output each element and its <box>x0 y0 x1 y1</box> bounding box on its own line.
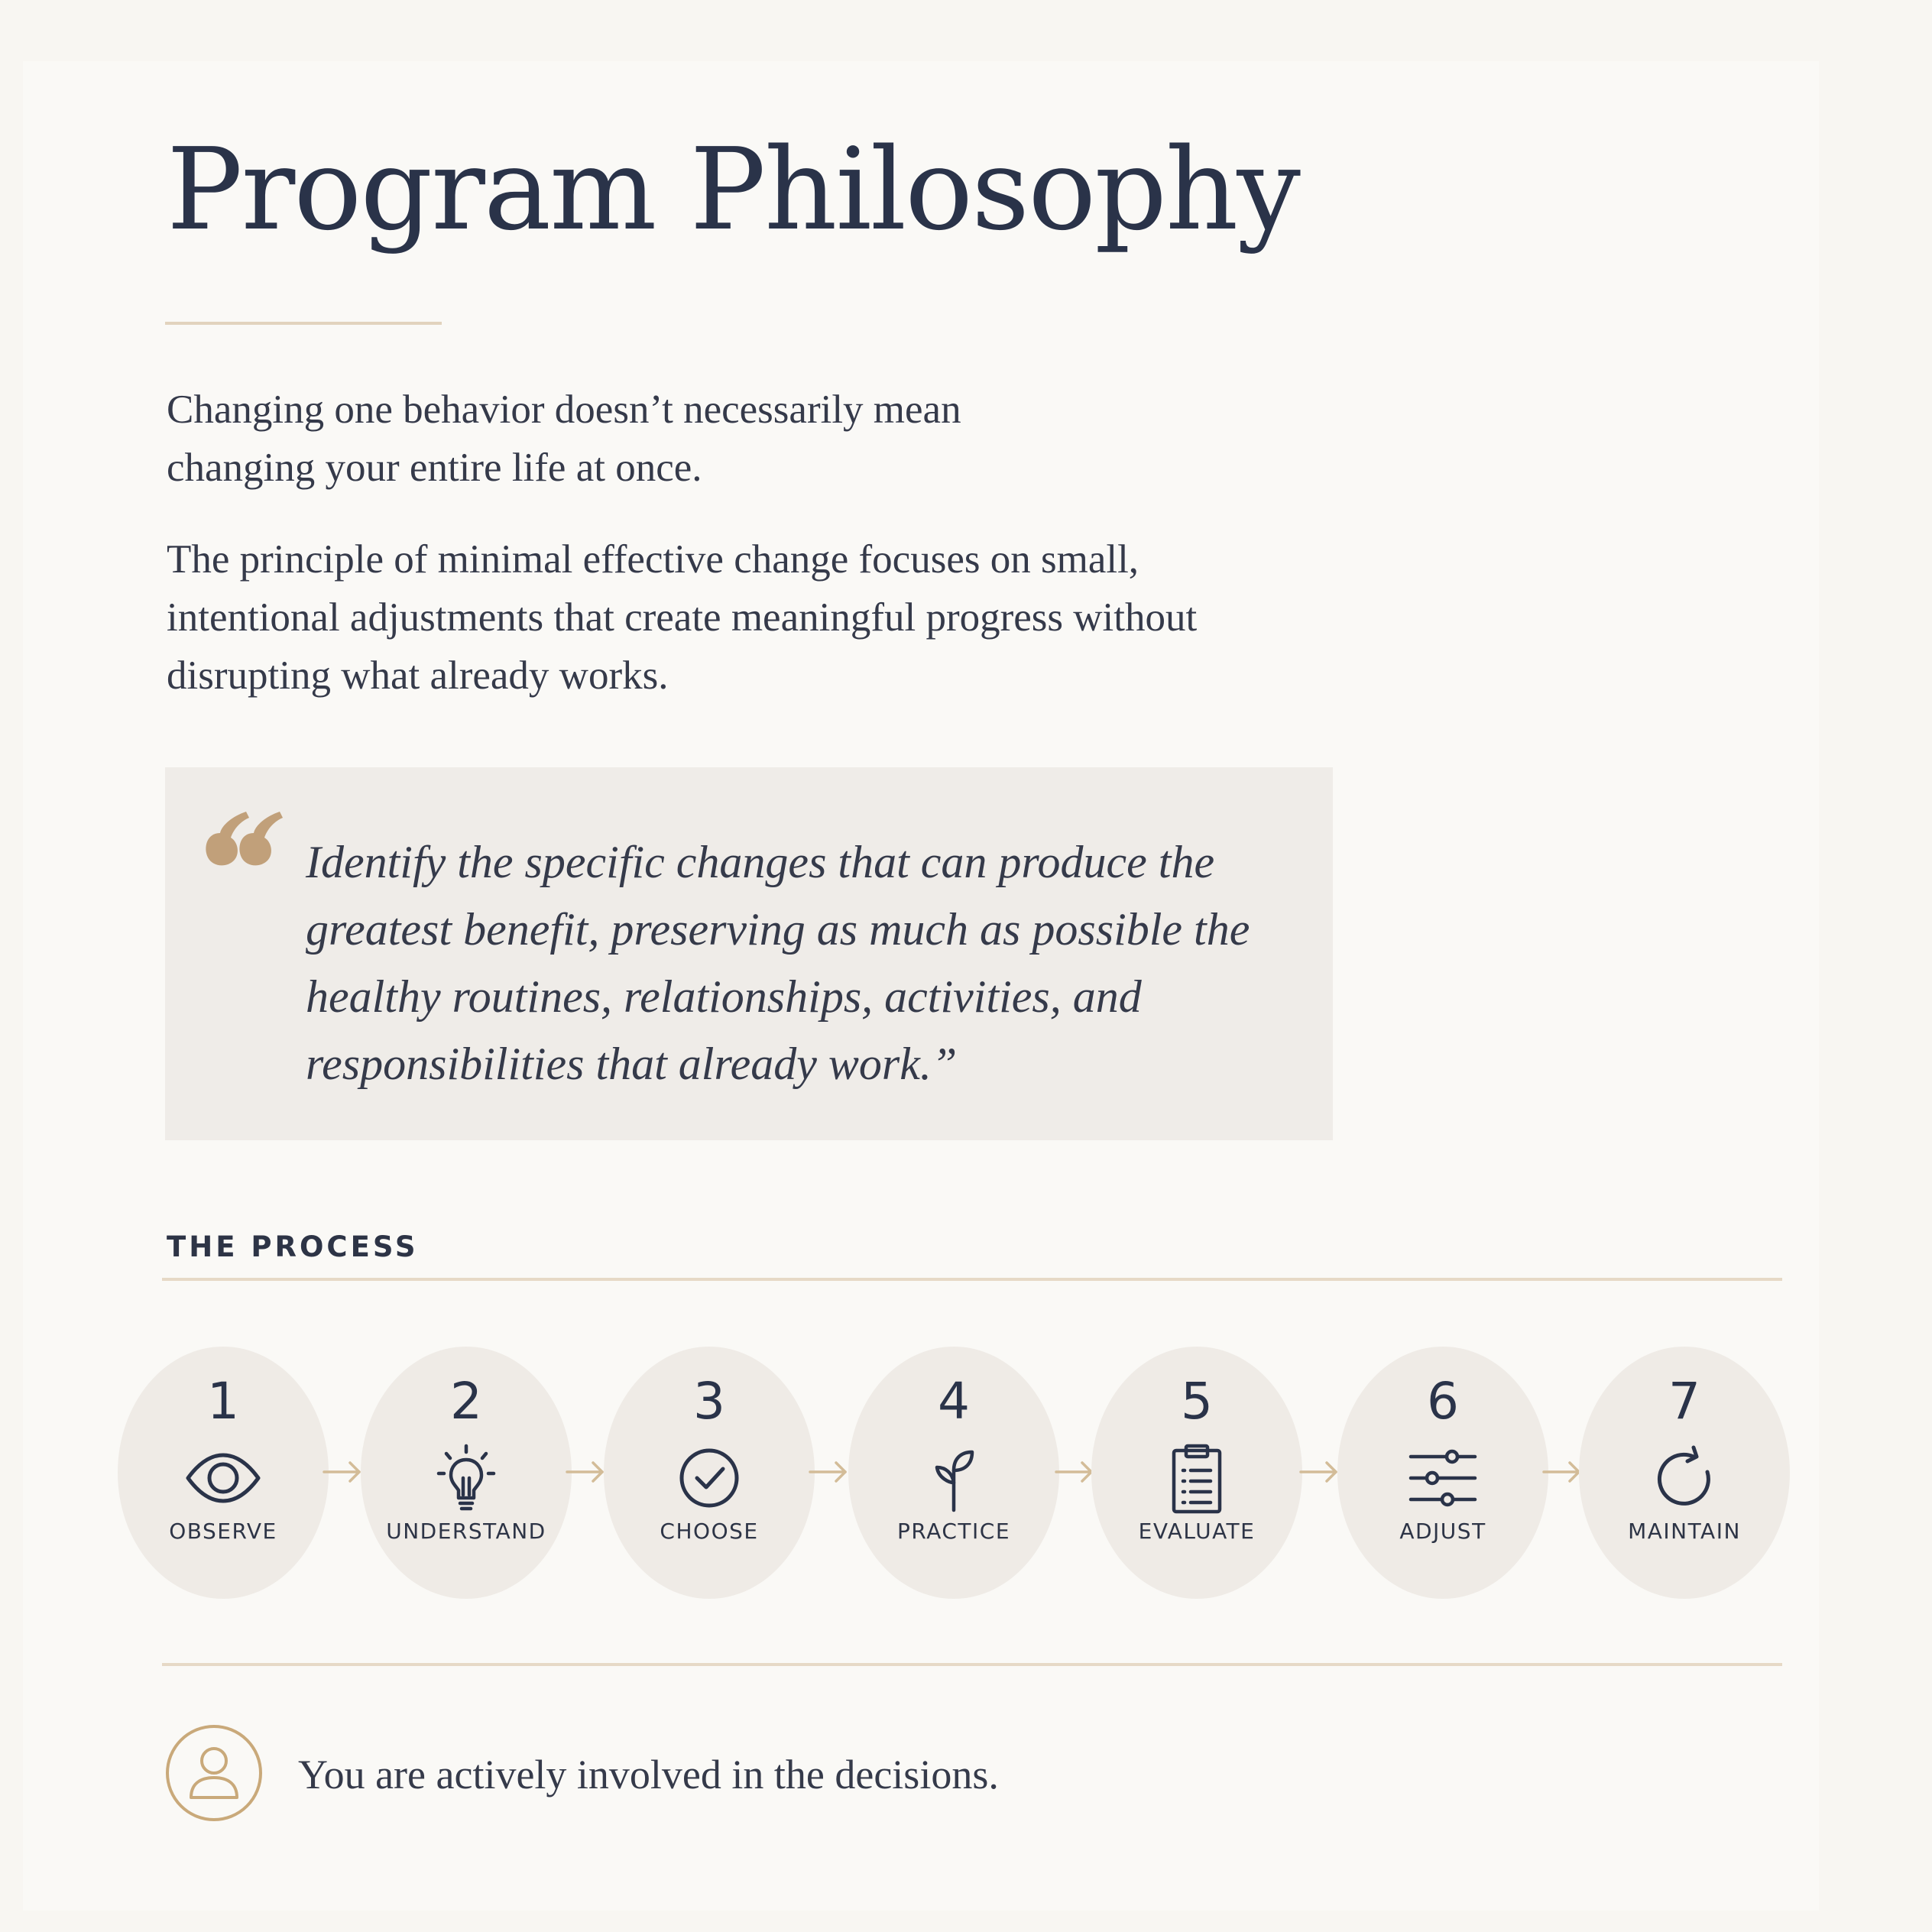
quote-icon <box>199 789 290 880</box>
step-label: ADJUST <box>1399 1519 1486 1544</box>
user-icon <box>165 1724 263 1822</box>
step-number: 3 <box>693 1372 725 1431</box>
step-number: 6 <box>1427 1372 1459 1431</box>
step-label: UNDERSTAND <box>386 1519 546 1544</box>
quote-block <box>165 767 1333 1140</box>
check-circle-icon <box>671 1440 747 1516</box>
step-understand <box>361 1347 572 1599</box>
arrow-right-icon <box>1542 1457 1582 1487</box>
step-choose <box>604 1347 815 1599</box>
intro-paragraph-2: The principle of minimal effective change focuses on small, intentional adjustments that create meaningful progress without disrupting what already works. <box>167 537 1198 698</box>
arrow-right-icon <box>1055 1457 1094 1487</box>
step-label: OBSERVE <box>169 1519 277 1544</box>
sliders-icon <box>1405 1440 1481 1516</box>
step-maintain <box>1579 1347 1790 1599</box>
step-label: EVALUATE <box>1138 1519 1256 1544</box>
step-number: 4 <box>938 1372 970 1431</box>
process-divider-bottom <box>162 1663 1782 1666</box>
refresh-icon <box>1646 1440 1723 1516</box>
step-label: PRACTICE <box>896 1519 1011 1544</box>
step-evaluate <box>1091 1347 1302 1599</box>
step-number: 1 <box>207 1372 239 1431</box>
arrow-right-icon <box>566 1457 605 1487</box>
step-number: 5 <box>1181 1372 1213 1431</box>
process-divider-top <box>162 1278 1782 1281</box>
step-label: CHOOSE <box>660 1519 759 1544</box>
step-observe <box>118 1347 329 1599</box>
quote-text: Identify the specific changes that can produce the greatest benefit, preserving as much as possible the healthy routines, relationships, activities, and responsibilities that already work.” <box>306 837 1250 1089</box>
involvement-text: You are actively involved in the decisions. <box>298 1752 999 1797</box>
arrow-right-icon <box>809 1457 848 1487</box>
title-divider <box>165 322 442 325</box>
lightbulb-icon <box>428 1440 504 1516</box>
clipboard-icon <box>1159 1440 1235 1516</box>
step-number: 7 <box>1668 1372 1700 1431</box>
page-title: Program Philosophy <box>167 124 1299 255</box>
process-heading: THE PROCESS <box>167 1230 419 1263</box>
arrow-right-icon <box>323 1457 362 1487</box>
step-label: MAINTAIN <box>1628 1519 1741 1544</box>
step-adjust <box>1337 1347 1548 1599</box>
sprout-icon <box>916 1440 992 1516</box>
step-practice <box>848 1347 1059 1599</box>
intro-paragraph-1: Changing one behavior doesn’t necessarily mean changing your entire life at once. <box>167 387 961 490</box>
arrow-right-icon <box>1299 1457 1339 1487</box>
step-number: 2 <box>450 1372 482 1431</box>
eye-icon <box>185 1440 261 1516</box>
